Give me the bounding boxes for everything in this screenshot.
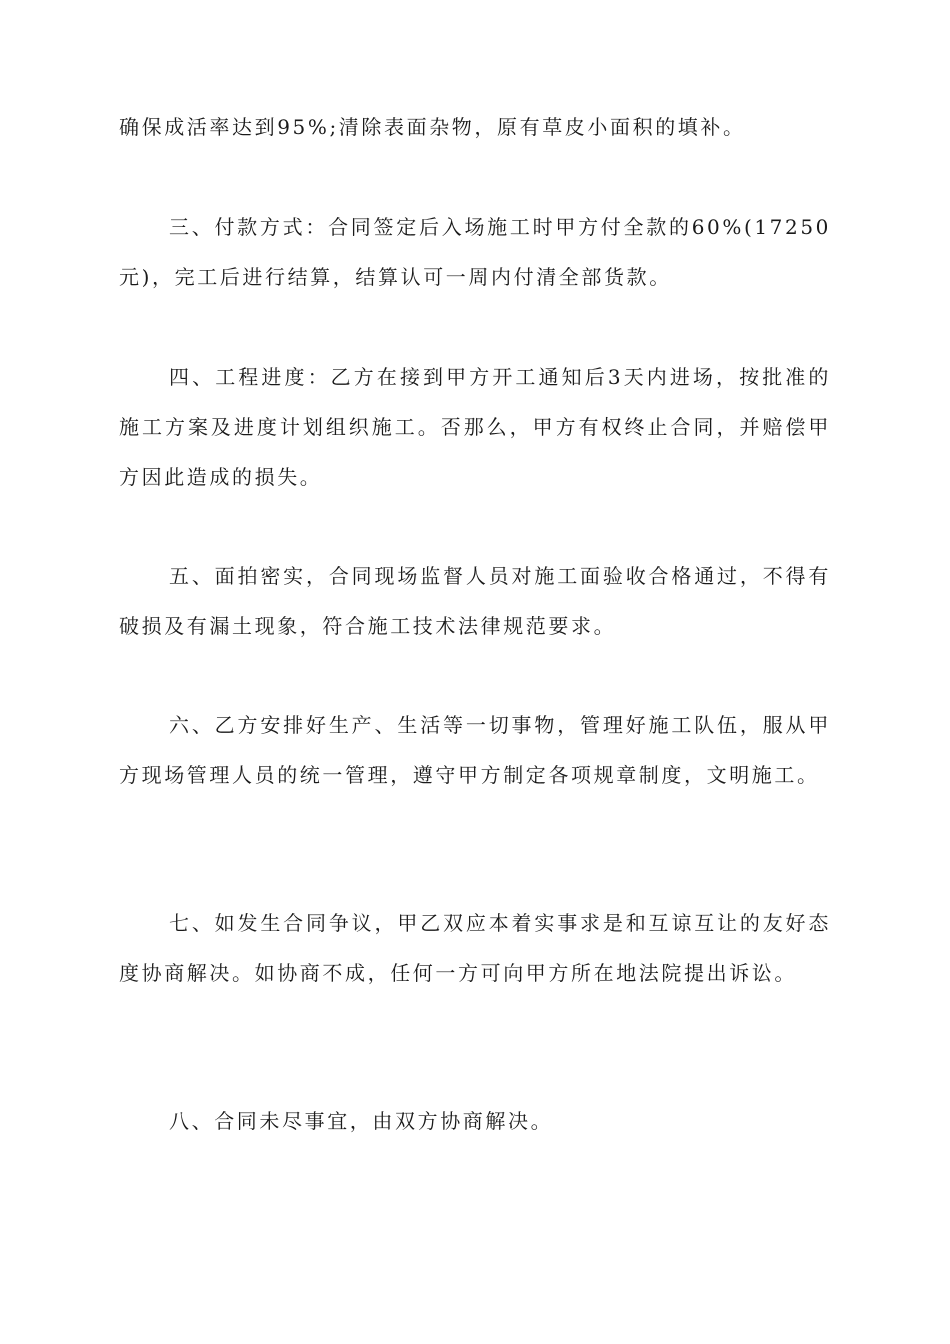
paragraph-schedule: 四、工程进度：乙方在接到甲方开工通知后3天内进场，按批准的施工方案及进度计划组织施工。否那么，甲方有权终止合同，并赔偿甲方因此造成的损失。 (119, 365, 831, 489)
paragraph-dispute-resolution: 七、如发生合同争议，甲乙双应本着实事求是和互谅互让的友好态度协商解决。如协商不成，任何一方可向甲方所在地法院提出诉讼。 (119, 911, 831, 985)
paragraph-other-matters: 八、合同未尽事宜，由双方协商解决。 (169, 1109, 554, 1133)
paragraph-payment-terms: 三、付款方式：合同签定后入场施工时甲方付全款的60%(17250元)，完工后进行结算，结算认可一周内付清全部货款。 (119, 215, 831, 289)
paragraph-surface-compaction: 五、面拍密实，合同现场监督人员对施工面验收合格通过，不得有破损及有漏土现象，符合施工技术法律规范要求。 (119, 564, 831, 638)
paragraph-site-management: 六、乙方安排好生产、生活等一切事物，管理好施工队伍，服从甲方现场管理人员的统一管理，遵守甲方制定各项规章制度，文明施工。 (119, 713, 831, 787)
paragraph-survival-rate: 确保成活率达到95%;清除表面杂物，原有草皮小面积的填补。 (119, 115, 746, 139)
